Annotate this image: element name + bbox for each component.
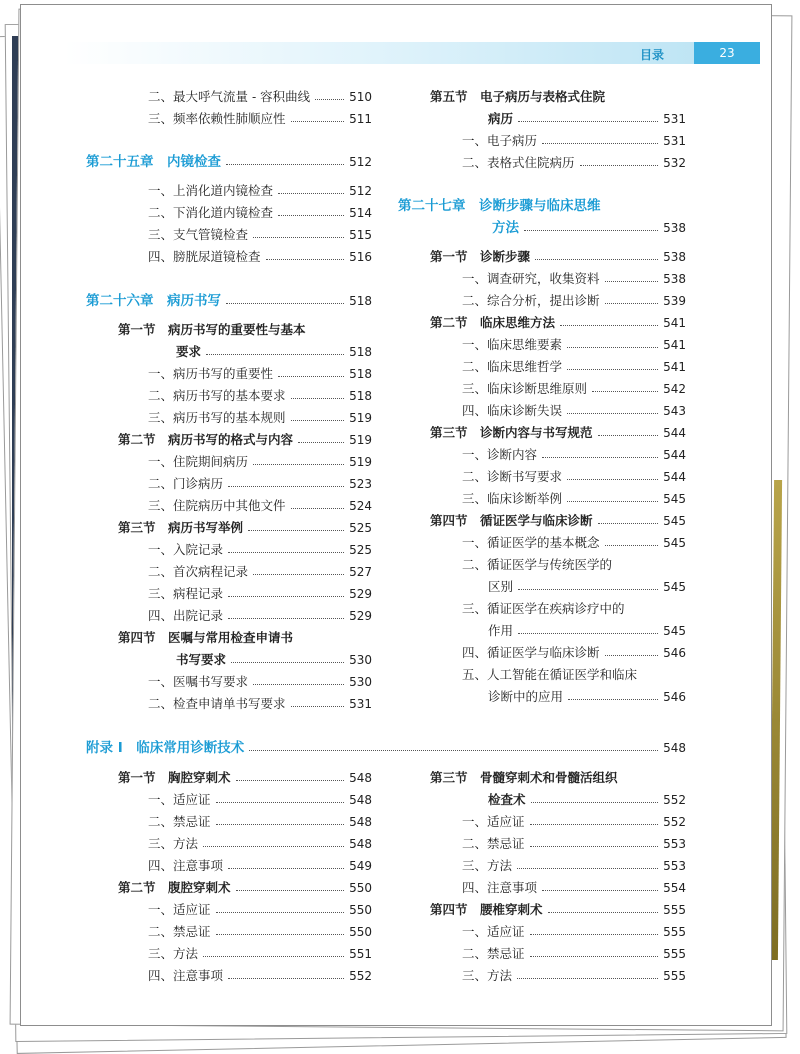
toc-entry-label: 病历 [488,111,514,126]
toc-entry-page: 530 [349,653,372,667]
toc-entry-label: 第一节 诊断步骤 [430,249,531,264]
toc-entry-label: 第二十七章 诊断步骤与临床思维 [398,198,601,214]
toc-entry-label: 一、电子病历 [462,133,538,148]
toc-entry-page: 548 [349,771,372,785]
toc-entry-page: 524 [349,499,372,513]
toc-entry-page: 555 [663,947,686,961]
toc-entry-page: 512 [349,184,372,198]
toc-entry-label: 书写要求 [176,652,227,667]
toc-section [118,520,372,536]
dot-leader [228,608,344,619]
toc-entry-page: 544 [663,448,686,462]
toc-entry-label: 检查术 [488,792,526,807]
dot-leader [580,155,659,166]
toc-entry-label: 四、出院记录 [148,608,224,623]
toc-entry-page: 530 [349,675,372,689]
toc-entry-page: 538 [663,221,686,235]
toc-entry-label: 第四节 循证医学与临床诊断 [430,513,593,528]
dot-leader [542,447,658,458]
toc-entry-label: 区别 [488,579,514,594]
toc-entry-page: 550 [349,881,372,895]
toc-entry-page: 552 [663,793,686,807]
dot-leader [517,858,658,869]
toc-entry-page: 554 [663,881,686,895]
toc-item [148,183,372,199]
toc-entry-page: 548 [349,815,372,829]
toc-section [176,344,372,360]
toc-entry-label: 一、上消化道内镜检查 [148,183,274,198]
dot-leader [228,476,344,487]
toc-entry-page: 555 [663,903,686,917]
toc-entry-page: 531 [663,134,686,148]
toc-entry-label: 一、住院期间病历 [148,454,249,469]
toc-item [148,89,372,105]
toc-item [148,476,372,492]
toc-entry-label: 三、病程记录 [148,586,224,601]
dot-leader [605,645,659,656]
toc-item [148,814,372,830]
toc-entry-label: 一、循证医学的基本概念 [462,535,600,550]
toc-entry-page: 512 [349,155,372,169]
toc-section [430,425,686,441]
dot-leader [253,454,344,465]
toc-entry-page: 538 [663,272,686,286]
dot-leader [226,154,344,165]
toc-entry-page: 518 [349,345,372,359]
toc-entry-page: 552 [349,969,372,983]
toc-entry-label: 二、禁忌证 [462,946,525,961]
toc-entry-page: 544 [663,426,686,440]
toc-entry-page: 555 [663,969,686,983]
toc-entry-label: 第一节 病历书写的重要性与基本 [118,322,306,337]
toc-entry-page: 539 [663,294,686,308]
toc-item [462,293,686,309]
dot-leader [598,513,659,524]
toc-entry-label: 要求 [176,344,202,359]
toc-item [462,858,686,874]
toc-item [462,133,686,149]
toc-item [148,111,372,127]
toc-entry-page: 541 [663,316,686,330]
dot-leader [605,535,659,546]
dot-leader [531,792,659,803]
toc-item [148,410,372,426]
toc-entry-page: 550 [349,925,372,939]
toc-item [462,447,686,463]
dot-leader [253,674,344,685]
toc-entry-page: 529 [349,609,372,623]
toc-item [462,880,686,896]
toc-entry-label: 第二十六章 病历书写 [86,293,221,309]
toc-entry-page: 518 [349,367,372,381]
toc-item [462,946,686,962]
toc-entry-label: 三、方法 [462,968,513,983]
toc-section [118,432,372,448]
dot-leader [568,689,658,700]
toc-entry-page: 546 [663,690,686,704]
dot-leader [605,293,659,304]
toc-chapter [86,740,686,756]
toc-entry-page: 519 [349,411,372,425]
dot-leader [231,652,344,663]
toc-item [462,645,686,661]
dot-leader [248,520,344,531]
dot-leader [216,924,345,935]
toc-item [488,689,686,705]
toc-item [462,359,686,375]
toc-item [148,836,372,852]
dot-leader [236,880,345,891]
toc-entry-page: 519 [349,455,372,469]
toc-entry-page: 510 [349,90,372,104]
toc-entry-label: 一、适应证 [462,924,525,939]
toc-entry-page: 555 [663,925,686,939]
toc-entry-label: 三、支气管镜检查 [148,227,249,242]
toc-item [148,858,372,874]
toc-entry-page: 518 [349,389,372,403]
toc-entry-label: 二、病历书写的基本要求 [148,388,286,403]
dot-leader [530,814,659,825]
toc-entry-label: 三、临床诊断举例 [462,491,563,506]
page-number: 23 [694,42,760,64]
toc-item [148,388,372,404]
toc-entry-label: 一、医嘱书写要求 [148,674,249,689]
toc-item [148,968,372,984]
dot-leader [567,469,658,480]
toc-section [118,770,372,786]
toc-entry-page: 541 [663,360,686,374]
toc-entry-page: 546 [663,646,686,660]
toc-item [148,608,372,624]
toc-item [462,381,686,397]
dot-leader [567,337,658,348]
toc-entry-label: 一、临床思维要素 [462,337,563,352]
toc-entry-page: 552 [663,815,686,829]
dot-leader [605,271,659,282]
toc-entry-label: 四、注意事项 [462,880,538,895]
toc-section [430,249,686,265]
toc-entry-page: 511 [349,112,372,126]
toc-entry-page: 549 [349,859,372,873]
toc-section [430,315,686,331]
dot-leader [236,770,345,781]
dot-leader [517,968,658,979]
toc-item [148,249,372,265]
toc-entry-label: 二、综合分析，提出诊断 [462,293,600,308]
toc-entry-label: 第二节 病历书写的格式与内容 [118,432,294,447]
toc-entry-page: 548 [349,793,372,807]
toc-entry-page: 525 [349,521,372,535]
dot-leader [291,388,345,399]
toc-entry-label: 三、循证医学在疾病诊疗中的 [462,601,625,616]
toc-item [148,564,372,580]
toc-chapter [398,198,686,214]
toc-entry-label: 四、临床诊断失误 [462,403,563,418]
toc-entry-label: 二、循证医学与传统医学的 [462,557,613,572]
toc-entry-label: 一、适应证 [148,902,211,917]
toc-section [430,513,686,529]
toc-entry-label: 二、禁忌证 [148,814,211,829]
toc-entry-label: 三、方法 [462,858,513,873]
toc-entry-page: 550 [349,903,372,917]
dot-leader [530,924,659,935]
toc-entry-page: 545 [663,580,686,594]
dot-leader [298,432,344,443]
dot-leader [203,946,344,957]
dot-leader [291,410,345,421]
dot-leader [216,814,345,825]
toc-entry-page: 542 [663,382,686,396]
toc-entry-label: 附录 I 临床常用诊断技术 [86,740,245,756]
toc-entry-label: 一、入院记录 [148,542,224,557]
toc-item [462,924,686,940]
toc-entry-label: 三、住院病历中其他文件 [148,498,286,513]
toc-entry-page: 548 [663,741,686,755]
toc-section [118,630,372,646]
toc-item [148,792,372,808]
dot-leader [278,205,344,216]
toc-entry-label: 第四节 医嘱与常用检查申请书 [118,630,294,645]
toc-entry-page: 527 [349,565,372,579]
toc-entry-label: 四、注意事项 [148,968,224,983]
toc-entry-label: 一、诊断内容 [462,447,538,462]
toc-entry-page: 545 [663,492,686,506]
toc-entry-page: 525 [349,543,372,557]
dot-leader [518,579,658,590]
toc-entry-label: 三、方法 [148,946,199,961]
toc-section [430,89,686,105]
toc-entry-label: 二、下消化道内镜检查 [148,205,274,220]
toc-entry-label: 方法 [492,220,519,236]
toc-section [488,111,686,127]
toc-entry-page: 543 [663,404,686,418]
toc-entry-page: 541 [663,338,686,352]
dot-leader [567,403,658,414]
toc-item [148,366,372,382]
dot-leader [226,293,344,304]
toc-entry-page: 531 [349,697,372,711]
toc-item [488,623,686,639]
toc-entry-page: 516 [349,250,372,264]
dot-leader [253,227,344,238]
toc-item [148,674,372,690]
toc-entry-page: 523 [349,477,372,491]
toc-entry-label: 作用 [488,623,514,638]
header-title: 目录 [640,48,665,62]
toc-entry-page: 529 [349,587,372,601]
toc-item [148,542,372,558]
toc-entry-page: 551 [349,947,372,961]
dot-leader [266,249,345,260]
toc-chapter [86,154,372,170]
dot-leader [278,183,344,194]
toc-entry-label: 三、频率依赖性肺顺应性 [148,111,286,126]
dot-leader [291,498,345,509]
toc-item [148,205,372,221]
toc-section [118,880,372,896]
toc-entry-page: 519 [349,433,372,447]
dot-leader [548,902,659,913]
toc-entry-label: 第一节 胸腔穿刺术 [118,770,231,785]
dot-leader [278,366,344,377]
toc-item [462,601,686,617]
dot-leader [567,359,658,370]
toc-entry-label: 第二节 腹腔穿刺术 [118,880,231,895]
toc-item [462,337,686,353]
toc-entry-label: 二、最大呼气流量 - 容积曲线 [148,89,311,104]
dot-leader [228,968,344,979]
toc-item [148,227,372,243]
toc-entry-label: 一、适应证 [148,792,211,807]
toc-entry-page: 531 [663,112,686,126]
toc-section [118,322,372,338]
dot-leader [228,586,344,597]
dot-leader [216,902,345,913]
toc-entry-label: 诊断中的应用 [488,689,564,704]
toc-entry-label: 四、循证医学与临床诊断 [462,645,600,660]
toc-item [148,902,372,918]
dot-leader [518,111,658,122]
dot-leader [524,220,658,231]
dot-leader [315,89,344,100]
dot-leader [567,491,658,502]
dot-leader [206,344,344,355]
toc-entry-page: 514 [349,206,372,220]
dot-leader [598,425,659,436]
toc-item [462,667,686,683]
toc-entry-label: 二、表格式住院病历 [462,155,575,170]
dot-leader [518,623,658,634]
dot-leader [228,858,344,869]
dot-leader [228,542,344,553]
toc-item [462,557,686,573]
dot-leader [216,792,345,803]
toc-entry-label: 第二十五章 内镜检查 [86,154,221,170]
dot-leader [542,133,658,144]
toc-entry-page: 545 [663,514,686,528]
toc-entry-label: 一、适应证 [462,814,525,829]
toc-entry-page: 553 [663,859,686,873]
toc-entry-label: 第二节 临床思维方法 [430,315,556,330]
dot-leader [530,946,659,957]
toc-item [148,586,372,602]
toc-entry-label: 一、病历书写的重要性 [148,366,274,381]
dot-leader [542,880,658,891]
dot-leader [203,836,344,847]
toc-section [430,902,686,918]
toc-item [462,469,686,485]
toc-entry-page: 548 [349,837,372,851]
toc-item [148,946,372,962]
toc-item [462,491,686,507]
toc-section [176,652,372,668]
toc-chapter [86,293,372,309]
toc-entry-label: 二、禁忌证 [148,924,211,939]
toc-item [148,498,372,514]
toc-entry-label: 第三节 诊断内容与书写规范 [430,425,593,440]
toc-entry-label: 三、病历书写的基本规则 [148,410,286,425]
dot-leader [291,696,345,707]
toc-entry-label: 第三节 骨髓穿刺术和骨髓活组织 [430,770,618,785]
toc-entry-label: 四、膀胱尿道镜检查 [148,249,261,264]
toc-item [148,924,372,940]
toc-entry-label: 三、方法 [148,836,199,851]
toc-entry-label: 二、诊断书写要求 [462,469,563,484]
toc-item [488,579,686,595]
toc-entry-label: 三、临床诊断思维原则 [462,381,588,396]
toc-item [462,836,686,852]
toc-entry-page: 518 [349,294,372,308]
dot-leader [291,111,345,122]
toc-entry-label: 五、人工智能在循证医学和临床 [462,667,638,682]
toc-chapter [492,220,686,236]
toc-entry-label: 第五节 电子病历与表格式住院 [430,89,606,104]
dot-leader [535,249,658,260]
toc-item [462,968,686,984]
toc-item [462,814,686,830]
toc-entry-label: 二、门诊病历 [148,476,224,491]
toc-entry-page: 538 [663,250,686,264]
toc-entry-page: 545 [663,624,686,638]
toc-entry-page: 532 [663,156,686,170]
toc-item [462,155,686,171]
toc-entry-label: 二、首次病程记录 [148,564,249,579]
toc-entry-label: 二、禁忌证 [462,836,525,851]
toc-entry-label: 一、调查研究，收集资料 [462,271,600,286]
dot-leader [560,315,658,326]
dot-leader [253,564,344,575]
toc-entry-page: 544 [663,470,686,484]
dot-leader [592,381,658,392]
toc-entry-page: 545 [663,536,686,550]
dot-leader [530,836,659,847]
toc-item [148,454,372,470]
toc-item [462,403,686,419]
toc-item [462,535,686,551]
toc-item [148,696,372,712]
toc-section [488,792,686,808]
toc-item [462,271,686,287]
toc-entry-label: 第三节 病历书写举例 [118,520,244,535]
toc-entry-page: 553 [663,837,686,851]
toc-entry-page: 515 [349,228,372,242]
toc-entry-label: 四、注意事项 [148,858,224,873]
toc-entry-label: 二、检查申请单书写要求 [148,696,286,711]
toc-section [430,770,686,786]
toc-entry-label: 二、临床思维哲学 [462,359,563,374]
dot-leader [249,740,658,751]
toc-entry-label: 第四节 腰椎穿刺术 [430,902,543,917]
